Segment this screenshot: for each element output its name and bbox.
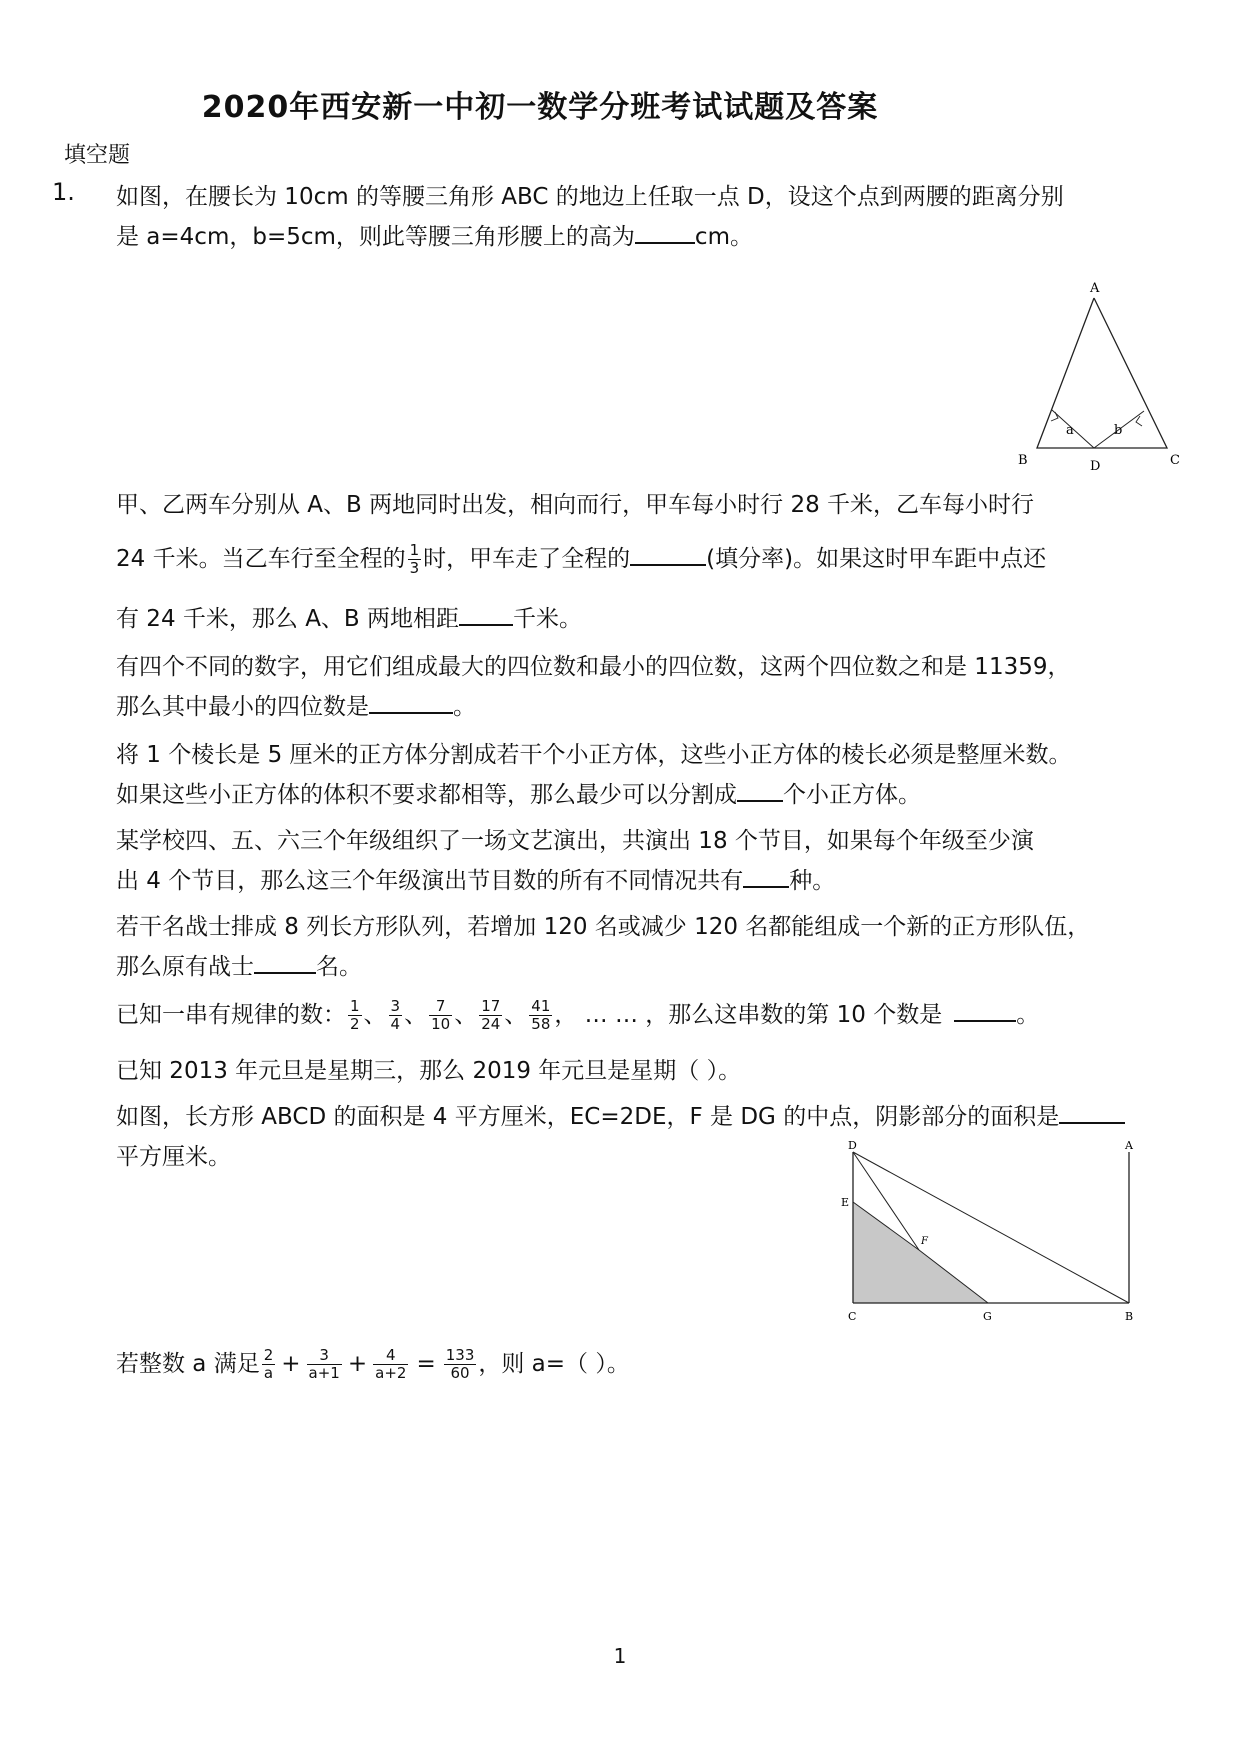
- q3-answer-blank[interactable]: [369, 688, 453, 714]
- isosceles-triangle-figure: [1010, 278, 1186, 476]
- q7-end: 。: [1016, 1002, 1040, 1028]
- sequence-fraction-3: $\frac{7}{10}$: [431, 997, 451, 1033]
- point-g-label: G: [983, 1310, 992, 1323]
- q4-end: 个小正方体。: [783, 782, 921, 808]
- section-heading: 填空题: [64, 143, 131, 168]
- q9-text: 如图，长方形 ABCD 的面积是 4 平方厘米，EC=2DE，F 是 DG 的中点，阴影部分的面积是: [116, 1104, 1060, 1130]
- q9-answer-blank[interactable]: [1059, 1098, 1125, 1124]
- equation-fraction-1: $\frac{2}{a}$: [263, 1346, 274, 1382]
- q7-answer-blank[interactable]: [954, 996, 1016, 1022]
- vertex-c-label: C: [1170, 453, 1180, 468]
- q1-answer-blank[interactable]: [635, 218, 695, 244]
- q2-text-a: 24 千米。当乙车行至全程的: [116, 546, 406, 572]
- equation-fraction-2: $\frac{3}{a+1}$: [308, 1346, 340, 1382]
- q2-text-b: 时，甲车走了全程的: [423, 546, 631, 572]
- q3-end: 。: [453, 694, 476, 720]
- q1-text: 是 a=4cm，b=5cm，则此等腰三角形腰上的高为: [116, 224, 635, 250]
- point-e-label: E: [841, 1196, 850, 1209]
- q5-answer-blank[interactable]: [743, 862, 789, 888]
- point-b-label: B: [1125, 1310, 1134, 1323]
- sequence-fraction-2: $\frac{3}{4}$: [390, 997, 401, 1033]
- distance-a-label: a: [1066, 423, 1074, 438]
- q2-text-c: (填分率)。如果这时甲车距中点还: [706, 546, 1047, 572]
- q6-text: 那么原有战士: [116, 954, 254, 980]
- q3-line1: 有四个不同的数字，用它们组成最大的四位数和最小的四位数，这两个四位数之和是 11359，: [116, 654, 1071, 680]
- equation-fraction-4: $\frac{133}{60}$: [445, 1346, 475, 1382]
- q8-line: 已知 2013 年元旦是星期三，那么 2019 年元旦是星期（ ）。: [116, 1058, 742, 1084]
- q5-end: 种。: [789, 868, 836, 894]
- sequence-fraction-5: $\frac{41}{58}$: [531, 997, 551, 1033]
- q2-line3: [116, 600, 1186, 638]
- page-number: 1: [613, 1644, 627, 1668]
- fraction-denominator: 3: [409, 559, 420, 577]
- q2-text-e: 千米。: [513, 606, 583, 632]
- rectangle-abcd-figure: [830, 1140, 1160, 1330]
- equation-fraction-3: $\frac{4}{a+2}$: [375, 1346, 407, 1382]
- q1-line2: [116, 218, 1186, 256]
- q10-line: 若整数 a 满足 $\frac{2}{a}$ + $\frac{3}{a+1}$ + $\frac{4}{a+2}$ = $\frac{133}{60}$ ，则 a=（ ）。: [116, 1346, 630, 1382]
- sequence-fraction-1: $\frac{1}{2}$: [350, 997, 360, 1033]
- vertex-b-label: B: [1018, 453, 1028, 468]
- q4-line2: [116, 776, 1186, 814]
- q5-line1: 某学校四、五、六三个年级组织了一场文艺演出，共演出 18 个节目，如果每个年级至少演: [116, 828, 1034, 854]
- sequence-fraction-4: $\frac{17}{24}$: [481, 997, 501, 1033]
- q7-line: 已知一串有规律的数： $\frac{1}{2}$ 、 $\frac{3}{4}$ 、 $\frac{7}{10}$ 、 $\frac{17}{24}$ 、 $\frac{41}{58}$ ， … … ，那么这串数的第 10 个数是 。: [116, 997, 1040, 1033]
- q2-line1: 甲、乙两车分别从 A、B 两地同时出发，相向而行，甲车每小时行 28 千米，乙车每小时行: [116, 492, 1035, 518]
- fraction-numerator: 1: [409, 541, 420, 559]
- q2-line2: [116, 540, 1186, 578]
- q4-answer-blank[interactable]: [737, 776, 783, 802]
- q4-text: 如果这些小正方体的体积不要求都相等，那么最少可以分割成: [116, 782, 737, 808]
- q6-end: 名。: [316, 954, 362, 980]
- q9-line1: [116, 1098, 1186, 1136]
- fraction-one-third: [408, 542, 422, 577]
- q1-unit: cm。: [694, 224, 753, 250]
- q9-line2: 平方厘米。: [116, 1144, 231, 1170]
- q10-text: 若整数 a 满足: [116, 1351, 260, 1377]
- q2-answer-blank-2[interactable]: [459, 600, 513, 626]
- q2-answer-blank-1[interactable]: [630, 540, 706, 566]
- distance-b-label: b: [1114, 423, 1123, 438]
- question-number: 1.: [52, 178, 75, 206]
- point-a-label: A: [1125, 1140, 1133, 1152]
- q3-text: 那么其中最小的四位数是: [116, 694, 369, 720]
- point-c-label: C: [848, 1310, 857, 1323]
- q3-line2: [116, 688, 1186, 726]
- q1-line1: 如图，在腰长为 10cm 的等腰三角形 ABC 的地边上任取一点 D，设这个点到两腰的距离分别: [116, 184, 1064, 210]
- q7-text: 已知一串有规律的数：: [116, 1002, 346, 1028]
- q5-line2: [116, 862, 1186, 900]
- q5-text: 出 4 个节目，那么这三个年级演出节目数的所有不同情况共有: [116, 868, 744, 894]
- q6-line2: [116, 948, 1186, 986]
- q4-line1: 将 1 个棱长是 5 厘米的正方体分割成若干个小正方体，这些小正方体的棱长必须是整厘米数。: [116, 742, 1072, 768]
- q6-answer-blank[interactable]: [254, 948, 316, 974]
- point-f-label: F: [921, 1236, 928, 1247]
- q10-end: ，则 a=（ ）。: [478, 1351, 630, 1377]
- page-title: 2020年西安新一中初一数学分班考试试题及答案: [201, 90, 879, 125]
- q2-text-d: 有 24 千米，那么 A、B 两地相距: [116, 606, 460, 632]
- q7-mid: ， … … ，那么这串数的第 10 个数是: [554, 1002, 943, 1028]
- vertex-a-label: A: [1090, 281, 1100, 296]
- q6-line1: 若干名战士排成 8 列长方形队列，若增加 120 名或减少 120 名都能组成一个新的正方形队伍，: [116, 914, 1091, 940]
- point-d-label: D: [1090, 459, 1101, 474]
- point-d-label: D: [848, 1140, 857, 1152]
